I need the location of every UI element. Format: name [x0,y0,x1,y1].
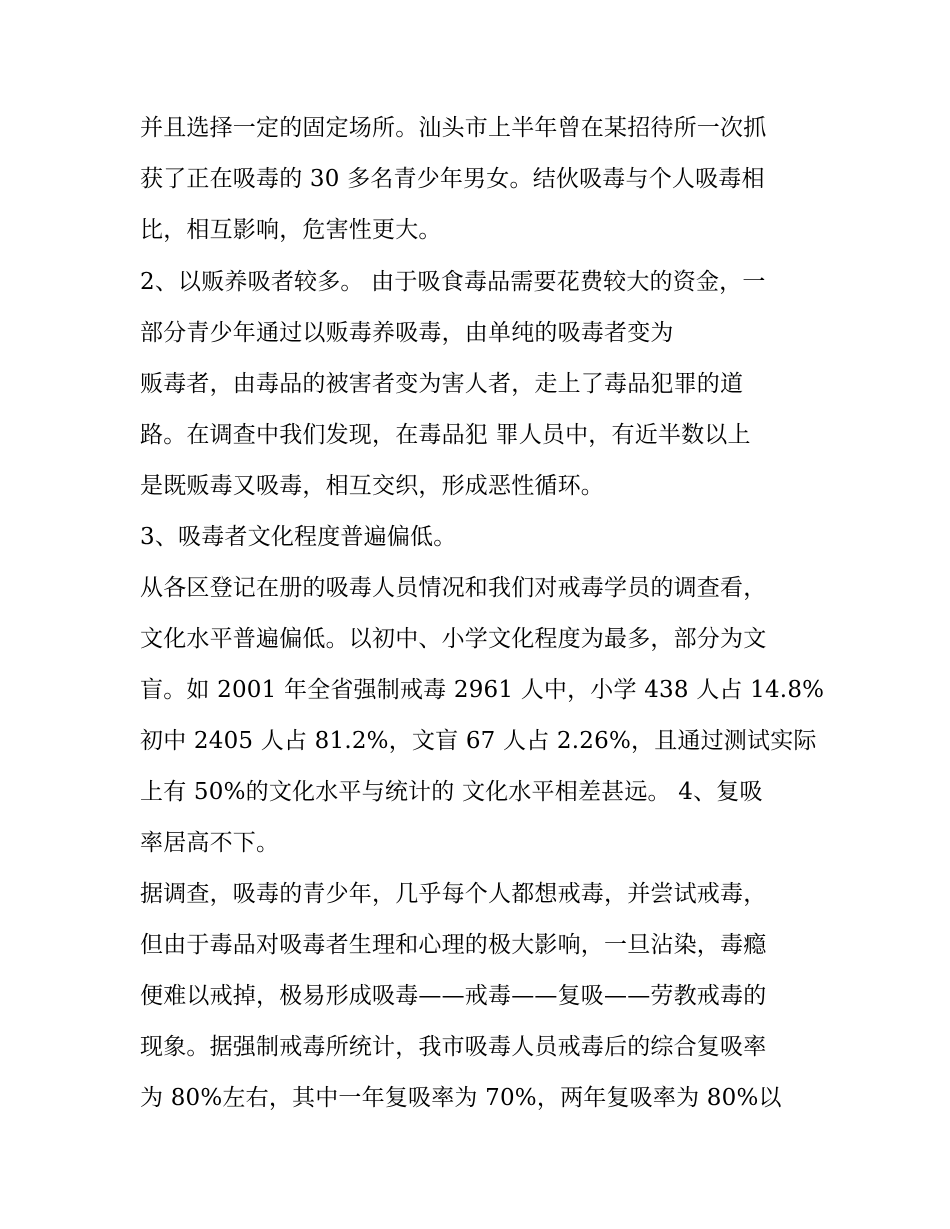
text-line: 上有 50%的文化水平与统计的 文化水平相差甚远。 4、复吸 [140,779,763,805]
text-line: 但由于毒品对吸毒者生理和心理的极大影响，一旦沾染，毒瘾 [140,932,767,958]
section-heading: 3、吸毒者文化程度普遍偏低。 [140,524,457,550]
text-line: 并且选择一定的固定场所。汕头市上半年曾在某招待所一次抓 [140,115,767,141]
text-line: 率居高不下。 [140,830,280,856]
text-line: 比，相互影响，危害性更大。 [140,217,442,243]
text-line: 贩毒者，由毒品的被害者变为害人者，走上了毒品犯罪的道 [140,371,744,397]
text-line: 盲。如 2001 年全省强制戒毒 2961 人中，小学 438 人占 14.8% [140,677,825,703]
text-line: 获了正在吸毒的 30 多名青少年男女。结伙吸毒与个人吸毒相 [140,166,765,192]
text-line: 便难以戒掉，极易形成吸毒——戒毒——复吸——劳教戒毒的 [140,983,767,1009]
text-line: 文化水平普遍偏低。以初中、小学文化程度为最多，部分为文 [140,626,767,652]
text-line: 从各区登记在册的吸毒人员情况和我们对戒毒学员的调查看， [140,575,767,601]
text-line: 路。在调查中我们发现，在毒品犯 罪人员中，有近半数以上 [140,422,751,448]
text-line: 现象。据强制戒毒所统计，我市吸毒人员戒毒后的综合复吸率 [140,1034,767,1060]
text-line: 为 80%左右，其中一年复吸率为 70%，两年复吸率为 80%以 [140,1085,782,1111]
text-line: 部分青少年通过以贩毒养吸毒，由单纯的吸毒者变为 [140,320,674,346]
text-line: 初中 2405 人占 81.2%，文盲 67 人占 2.26%，且通过测试实际 [140,728,817,754]
text-line: 是既贩毒又吸毒，相互交织，形成恶性循环。 [140,473,604,499]
text-line: 2、以贩养吸者较多。 由于吸食毒品需要花费较大的资金，一 [140,269,766,295]
text-line: 据调查，吸毒的青少年，几乎每个人都想戒毒，并尝试戒毒， [140,881,767,907]
